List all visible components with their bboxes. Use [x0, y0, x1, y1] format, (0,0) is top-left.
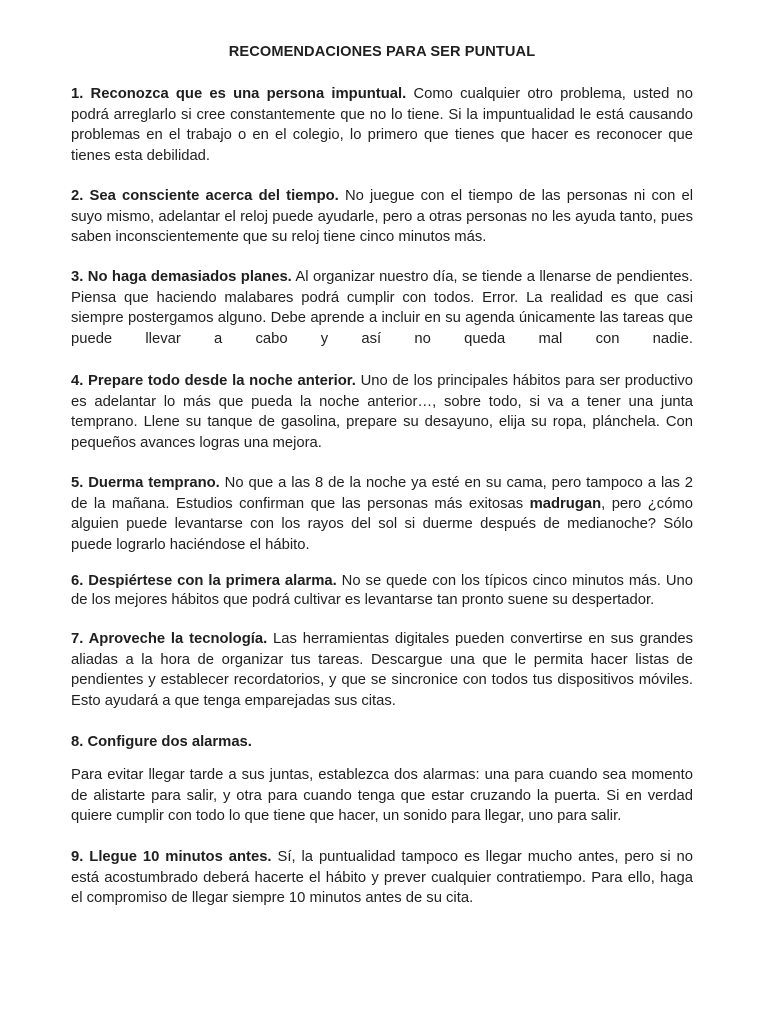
recommendation-text-continued: , pero ¿cómo alguien puede levantarse con los rayos del sol si duerme después de medianoche? Sólo puede lograrlo haciéndose el hábito.: [71, 495, 693, 553]
recommendation-heading: 3. No haga demasiados planes.: [71, 269, 292, 285]
recommendation-2: [71, 186, 693, 248]
recommendation-text: Como cualquier otro problema, usted no podrá arreglarlo si cree constantemente que no lo tiene. Si la impuntualidad le está causando problemas en el trabajo o en el colegio, lo primero que tienes que hacer es reconocer que tienes esta debilidad.: [71, 86, 694, 164]
recommendation-text: Las herramientas digitales pueden convertirse en sus grandes aliadas a la hora de organizar tus tareas. Descargue una que le permita hacer listas de pendientes y establecer recordatorios, y que se sincronice con todos tus dispositivos móviles. Esto ayudará a que tenga emparejadas sus citas.: [71, 631, 694, 709]
recommendation-text: Sí, la puntualidad tampoco es llegar mucho antes, pero si no está acostumbrado deberá hacerte el hábito y prever cualquier contratiempo. Para ello, haga el compromiso de llegar siempre 10 minutos antes de su cita.: [71, 849, 693, 907]
recommendation-heading: 1. Reconozca que es una persona impuntual.: [71, 86, 407, 102]
recommendation-3: [71, 267, 693, 349]
recommendation-text: Para evitar llegar tarde a sus juntas, establezca dos alarmas: una para cuando sea momento de alistarte para salir, y otra para cuando tenga que estar cruzando la puerta. Si en verdad quiere cumplir con todo lo que tiene que hacer, un sonido para llegar, uno para salir.: [71, 767, 693, 825]
recommendation-text: Al organizar nuestro día, se tiende a llenarse de pendientes. Piensa que haciendo malabares podrá cumplir con todos. Error. La realidad es que casi siempre postergamos alguno. Debe aprende a incluir en su agenda únicamente las tareas que puede llevar a cabo y así no queda mal con nadie.: [71, 269, 694, 347]
recommendation-heading: 6. Despiértese con la primera alarma.: [71, 573, 337, 589]
recommendation-6: [71, 572, 693, 609]
recommendation-8: [71, 732, 693, 753]
recommendation-heading: 7. Aproveche la tecnología.: [71, 631, 268, 647]
recommendation-heading: 5. Duerma temprano.: [71, 475, 220, 491]
recommendation-1: [71, 84, 693, 166]
recommendation-text: Uno de los principales hábitos para ser productivo es adelantar lo más que pueda la noche anterior…, sobre todo, si va a tener una junta temprano. Llene su tanque de gasolina, prepare su desayuno, elija su ropa, plánchela. Con pequeños avances logras una mejora.: [71, 373, 693, 451]
recommendation-8-body: [71, 765, 693, 827]
recommendation-text: No juegue con el tiempo de las personas ni con el suyo mismo, adelantar el reloj puede ayudarle, pero a otras personas no les ayuda tanto, pues saben inconscientemente que su reloj tiene cinco minutos más.: [71, 188, 693, 246]
recommendation-text: No se quede con los típicos cinco minutos más. Uno de los mejores hábitos que podrá cultivar es levantarse tan pronto suene su despertador.: [71, 573, 693, 608]
recommendation-heading: 8. Configure dos alarmas.: [71, 734, 252, 750]
recommendation-heading: 9. Llegue 10 minutos antes.: [71, 849, 272, 865]
recommendation-9: [71, 847, 693, 909]
recommendation-4: [71, 371, 693, 453]
recommendation-7: [71, 629, 693, 711]
recommendation-5: [71, 473, 693, 555]
recommendation-heading: 2. Sea consciente acerca del tiempo.: [71, 188, 339, 204]
recommendation-heading: 4. Prepare todo desde la noche anterior.: [71, 373, 356, 389]
recommendation-text: No que a las 8 de la noche ya esté en su cama, pero tampoco a las 2 de la mañana. Estudios confirman que las personas más exitosas: [71, 475, 693, 512]
document-title: RECOMENDACIONES PARA SER PUNTUAL: [228, 44, 536, 60]
emphasis-word: madrugan: [529, 495, 602, 512]
